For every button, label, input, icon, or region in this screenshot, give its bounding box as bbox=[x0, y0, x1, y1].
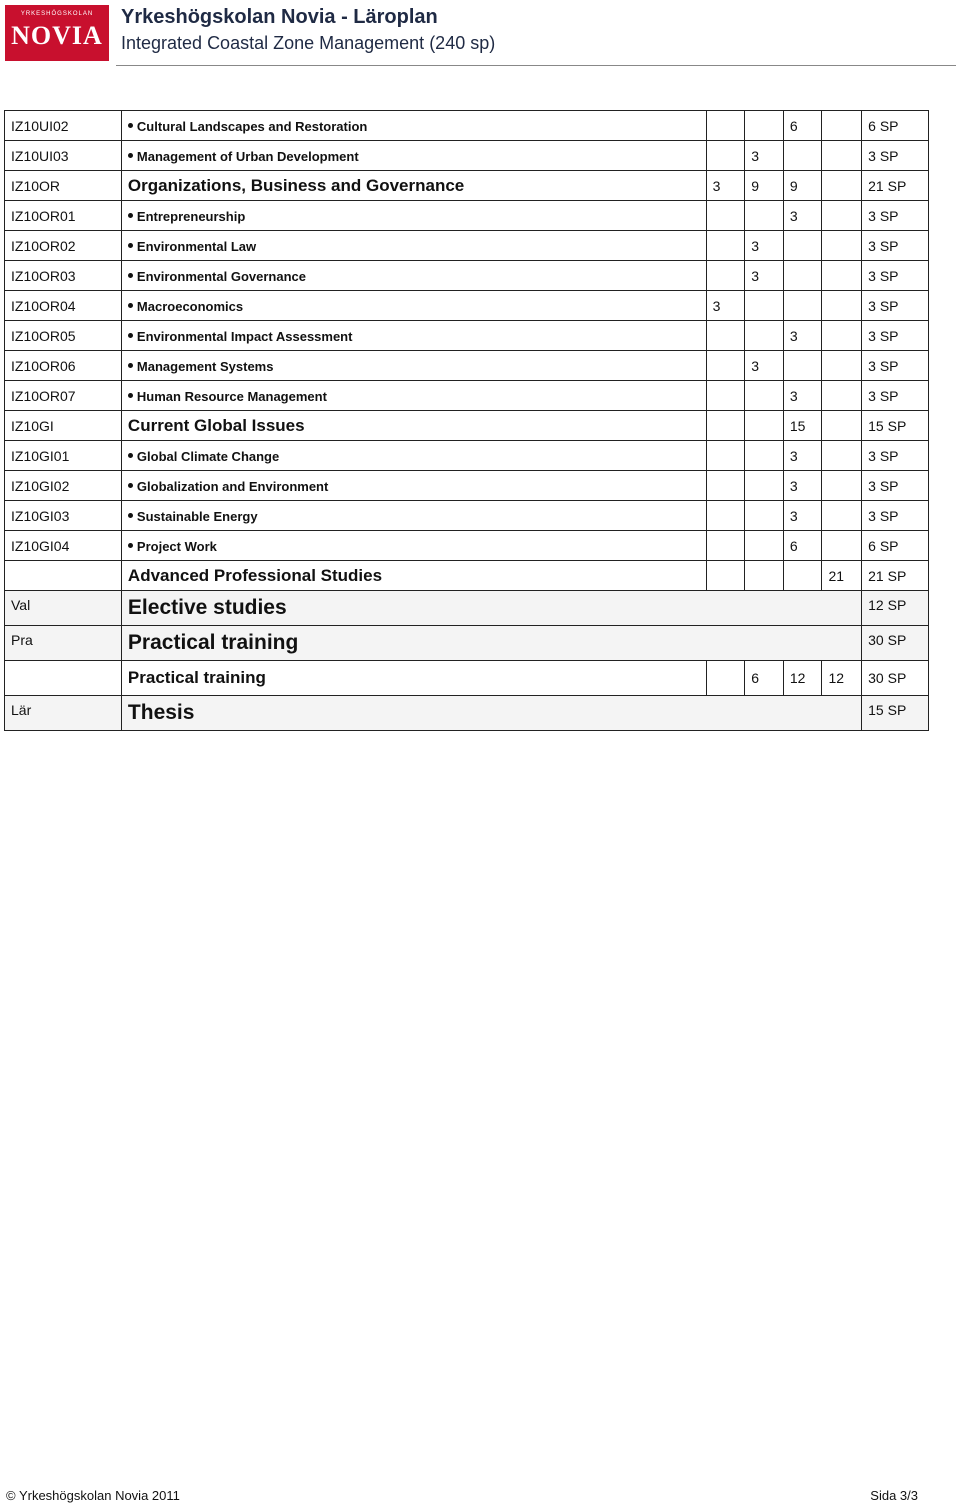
table-row bbox=[5, 411, 929, 441]
credit-cell: 3 bbox=[783, 501, 822, 531]
course-code: IZ10UI03 bbox=[5, 141, 122, 171]
credit-cell bbox=[706, 561, 745, 591]
table-row bbox=[5, 626, 929, 661]
credit-cell: 3 bbox=[745, 351, 784, 381]
section-code: Lär bbox=[5, 696, 122, 731]
total-sp: 3 SP bbox=[862, 501, 929, 531]
course-name: Environmental Law bbox=[121, 231, 706, 261]
table-row bbox=[5, 501, 929, 531]
credit-cell bbox=[745, 381, 784, 411]
total-sp: 3 SP bbox=[862, 321, 929, 351]
credit-cell: 3 bbox=[706, 291, 745, 321]
novia-logo bbox=[5, 5, 109, 61]
credit-cell: 6 bbox=[783, 531, 822, 561]
credit-cell bbox=[822, 411, 862, 441]
total-sp: 30 SP bbox=[862, 626, 929, 661]
credit-cell bbox=[745, 531, 784, 561]
total-sp: 3 SP bbox=[862, 291, 929, 321]
page-header bbox=[0, 0, 960, 68]
credit-cell bbox=[706, 501, 745, 531]
total-sp: 3 SP bbox=[862, 441, 929, 471]
credit-cell bbox=[706, 661, 745, 696]
credit-cell bbox=[706, 231, 745, 261]
credit-cell bbox=[822, 141, 862, 171]
course-code: IZ10GI03 bbox=[5, 501, 122, 531]
credit-cell bbox=[745, 501, 784, 531]
logo-small-text: YRKESHÖGSKOLAN bbox=[20, 11, 94, 17]
group-name: Organizations, Business and Governance bbox=[121, 171, 706, 201]
group-name: Practical training bbox=[121, 661, 706, 696]
table-row bbox=[5, 471, 929, 501]
credit-cell bbox=[745, 291, 784, 321]
credit-cell: 3 bbox=[745, 141, 784, 171]
credit-cell bbox=[822, 531, 862, 561]
bullet-icon bbox=[128, 513, 133, 518]
credit-cell: 3 bbox=[783, 381, 822, 411]
credit-cell: 3 bbox=[783, 201, 822, 231]
credit-cell bbox=[783, 231, 822, 261]
table-row bbox=[5, 696, 929, 731]
course-code: IZ10GI01 bbox=[5, 441, 122, 471]
credit-cell bbox=[745, 441, 784, 471]
credit-cell bbox=[822, 171, 862, 201]
credit-cell bbox=[822, 381, 862, 411]
credit-cell bbox=[822, 231, 862, 261]
total-sp: 21 SP bbox=[862, 171, 929, 201]
credit-cell bbox=[822, 351, 862, 381]
bullet-icon bbox=[128, 153, 133, 158]
table-row bbox=[5, 321, 929, 351]
credit-cell: 6 bbox=[745, 661, 784, 696]
course-code: IZ10OR01 bbox=[5, 201, 122, 231]
credit-cell bbox=[706, 321, 745, 351]
credit-cell: 3 bbox=[745, 261, 784, 291]
table-row bbox=[5, 531, 929, 561]
credit-cell: 12 bbox=[783, 661, 822, 696]
course-name: Macroeconomics bbox=[121, 291, 706, 321]
total-sp: 3 SP bbox=[862, 381, 929, 411]
credit-cell bbox=[706, 411, 745, 441]
logo-big-text: NOVIA bbox=[11, 21, 103, 50]
table-row bbox=[5, 561, 929, 591]
credit-cell bbox=[745, 561, 784, 591]
course-code: IZ10OR bbox=[5, 171, 122, 201]
credit-cell bbox=[783, 351, 822, 381]
total-sp: 6 SP bbox=[862, 531, 929, 561]
school-title: Yrkeshögskolan Novia - Läroplan bbox=[121, 6, 438, 28]
credit-cell bbox=[745, 411, 784, 441]
curriculum-table bbox=[4, 110, 929, 731]
course-name: Sustainable Energy bbox=[121, 501, 706, 531]
credit-cell bbox=[783, 561, 822, 591]
header-divider bbox=[116, 65, 956, 66]
section-name: Elective studies bbox=[121, 591, 861, 626]
table-row bbox=[5, 441, 929, 471]
group-name: Advanced Professional Studies bbox=[121, 561, 706, 591]
section-code: Pra bbox=[5, 626, 122, 661]
table-row bbox=[5, 351, 929, 381]
credit-cell bbox=[706, 261, 745, 291]
credit-cell bbox=[706, 111, 745, 141]
bullet-icon bbox=[128, 393, 133, 398]
table-row bbox=[5, 141, 929, 171]
credit-cell bbox=[706, 381, 745, 411]
table-row bbox=[5, 111, 929, 141]
credit-cell bbox=[706, 531, 745, 561]
credit-cell bbox=[745, 111, 784, 141]
bullet-icon bbox=[128, 243, 133, 248]
course-name: Cultural Landscapes and Restoration bbox=[121, 111, 706, 141]
credit-cell: 6 bbox=[783, 111, 822, 141]
total-sp: 3 SP bbox=[862, 141, 929, 171]
bullet-icon bbox=[128, 333, 133, 338]
section-code: Val bbox=[5, 591, 122, 626]
course-code: IZ10GI02 bbox=[5, 471, 122, 501]
total-sp: 3 SP bbox=[862, 351, 929, 381]
table-row bbox=[5, 201, 929, 231]
credit-cell bbox=[822, 111, 862, 141]
course-code: IZ10OR05 bbox=[5, 321, 122, 351]
credit-cell: 12 bbox=[822, 661, 862, 696]
footer-copyright: © Yrkeshögskolan Novia 2011 bbox=[6, 1488, 180, 1503]
course-name: Management Systems bbox=[121, 351, 706, 381]
table-row bbox=[5, 381, 929, 411]
total-sp: 3 SP bbox=[862, 261, 929, 291]
total-sp: 30 SP bbox=[862, 661, 929, 696]
course-code: IZ10UI02 bbox=[5, 111, 122, 141]
credit-cell: 3 bbox=[783, 441, 822, 471]
total-sp: 15 SP bbox=[862, 696, 929, 731]
course-name: Management of Urban Development bbox=[121, 141, 706, 171]
credit-cell bbox=[745, 201, 784, 231]
credit-cell bbox=[706, 201, 745, 231]
total-sp: 3 SP bbox=[862, 471, 929, 501]
credit-cell bbox=[745, 321, 784, 351]
credit-cell bbox=[783, 141, 822, 171]
bullet-icon bbox=[128, 123, 133, 128]
credit-cell bbox=[745, 471, 784, 501]
bullet-icon bbox=[128, 543, 133, 548]
bullet-icon bbox=[128, 363, 133, 368]
credit-cell: 3 bbox=[783, 471, 822, 501]
course-code: IZ10GI bbox=[5, 411, 122, 441]
course-code: IZ10OR07 bbox=[5, 381, 122, 411]
program-title: Integrated Coastal Zone Management (240 sp) bbox=[121, 33, 496, 53]
table-row bbox=[5, 591, 929, 626]
bullet-icon bbox=[128, 303, 133, 308]
course-name: Entrepreneurship bbox=[121, 201, 706, 231]
bullet-icon bbox=[128, 213, 133, 218]
table-row bbox=[5, 261, 929, 291]
credit-cell bbox=[822, 441, 862, 471]
credit-cell bbox=[706, 471, 745, 501]
total-sp: 15 SP bbox=[862, 411, 929, 441]
credit-cell bbox=[706, 141, 745, 171]
table-row bbox=[5, 171, 929, 201]
credit-cell: 3 bbox=[745, 231, 784, 261]
course-name: Global Climate Change bbox=[121, 441, 706, 471]
credit-cell bbox=[783, 261, 822, 291]
section-name: Practical training bbox=[121, 626, 861, 661]
course-code: IZ10OR04 bbox=[5, 291, 122, 321]
section-name: Thesis bbox=[121, 696, 861, 731]
course-code bbox=[5, 661, 122, 696]
bullet-icon bbox=[128, 453, 133, 458]
table-row bbox=[5, 291, 929, 321]
course-name: Environmental Governance bbox=[121, 261, 706, 291]
credit-cell bbox=[822, 201, 862, 231]
footer-page-number: Sida 3/3 bbox=[870, 1488, 918, 1503]
credit-cell bbox=[822, 291, 862, 321]
credit-cell: 3 bbox=[706, 171, 745, 201]
course-code: IZ10OR06 bbox=[5, 351, 122, 381]
credit-cell: 3 bbox=[783, 321, 822, 351]
credit-cell: 9 bbox=[783, 171, 822, 201]
course-name: Project Work bbox=[121, 531, 706, 561]
course-code: IZ10OR03 bbox=[5, 261, 122, 291]
total-sp: 12 SP bbox=[862, 591, 929, 626]
group-name: Current Global Issues bbox=[121, 411, 706, 441]
course-code: IZ10GI04 bbox=[5, 531, 122, 561]
credit-cell bbox=[822, 321, 862, 351]
credit-cell bbox=[822, 261, 862, 291]
total-sp: 21 SP bbox=[862, 561, 929, 591]
table-row bbox=[5, 231, 929, 261]
course-code bbox=[5, 561, 122, 591]
total-sp: 3 SP bbox=[862, 201, 929, 231]
bullet-icon bbox=[128, 273, 133, 278]
credit-cell bbox=[822, 471, 862, 501]
credit-cell: 15 bbox=[783, 411, 822, 441]
course-code: IZ10OR02 bbox=[5, 231, 122, 261]
course-name: Human Resource Management bbox=[121, 381, 706, 411]
credit-cell: 21 bbox=[822, 561, 862, 591]
course-name: Environmental Impact Assessment bbox=[121, 321, 706, 351]
table-row bbox=[5, 661, 929, 696]
credit-cell bbox=[783, 291, 822, 321]
credit-cell bbox=[706, 441, 745, 471]
course-name: Globalization and Environment bbox=[121, 471, 706, 501]
total-sp: 6 SP bbox=[862, 111, 929, 141]
credit-cell bbox=[822, 501, 862, 531]
credit-cell: 9 bbox=[745, 171, 784, 201]
total-sp: 3 SP bbox=[862, 231, 929, 261]
bullet-icon bbox=[128, 483, 133, 488]
credit-cell bbox=[706, 351, 745, 381]
